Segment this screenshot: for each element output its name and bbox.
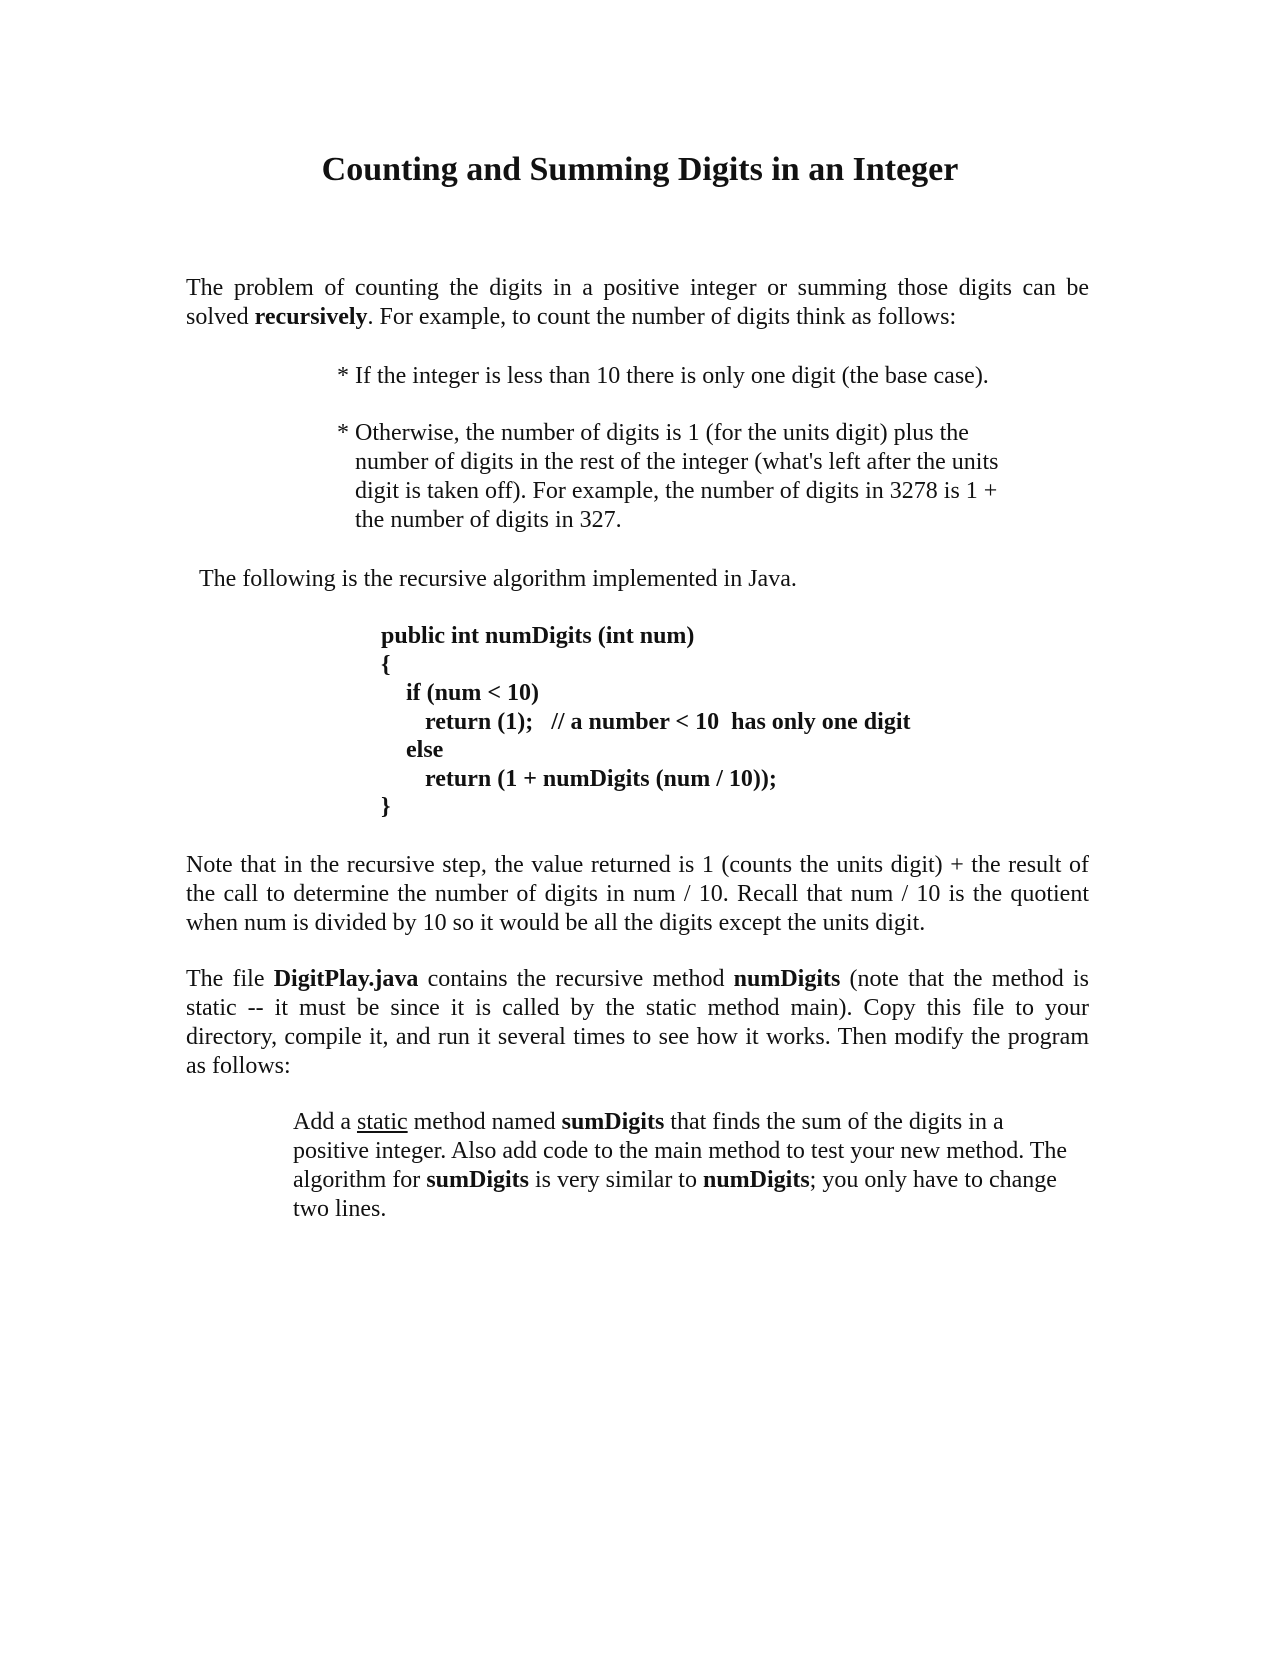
code-line: if (num < 10): [406, 680, 540, 706]
note-paragraph: Note that in the recursive step, the value returned is 1 (counts the units digit) + the result of the call to determine the number of digits in num / 10. Recall that num / 10 is the quotient when num is divided by 10 so it would be all the digits except the units digit.: [186, 852, 1089, 936]
file-text-2: contains the recursive method: [418, 966, 734, 992]
code-line: public int numDigits (int num): [381, 623, 695, 649]
code-block: [381, 622, 1081, 822]
task-text-3: that finds the sum of the digits in a positive integer. Also add code to the main method to test your new method. The algorithm for: [293, 1109, 1068, 1193]
file-name: DigitPlay.java: [273, 966, 419, 992]
code-line: return (1); // a number < 10 has only one digit: [425, 708, 911, 735]
task-bold-sumdigits-2: sumDigits: [426, 1167, 529, 1193]
file-text-1: The file: [186, 966, 274, 992]
page-title: Counting and Summing Digits in an Integer: [321, 151, 959, 188]
file-paragraph: [186, 965, 1089, 1081]
following-text: The following is the recursive algorithm implemented in Java.: [199, 566, 797, 592]
task-bold-sumdigits: sumDigits: [561, 1109, 665, 1135]
file-text-3: (note that the method is static -- it must be since it is called by the static method main). Copy this file to your directory, compile it, and run it several times to see how it works. Then modify the program as follows:: [186, 966, 1089, 1079]
method-name: numDigits: [733, 966, 841, 992]
code-line: else: [406, 737, 444, 763]
bullet-recursive-case: [337, 419, 1020, 535]
task-bold-numdigits: numDigits: [702, 1167, 810, 1193]
task-text-5: ; you only have to change two lines.: [293, 1167, 1057, 1222]
bullet-star: *: [337, 363, 349, 389]
code-line: }: [381, 794, 391, 820]
bullet-text: Otherwise, the number of digits is 1 (for the units digit) plus the number of digits in the rest of the integer (what's left after the units digit is taken off). For example, the number of digits in 3278 is 1 + the number of digits in 327.: [355, 420, 999, 533]
code-line: return (1 + numDigits (num / 10));: [425, 765, 777, 792]
intro-text-1: The problem of counting the digits in a positive integer or summing those digits can be solved: [186, 275, 1089, 330]
intro-paragraph: [186, 274, 1089, 332]
task-text-4: is very similar to: [529, 1167, 703, 1193]
bullet-text: If the integer is less than 10 there is only one digit (the base case).: [355, 363, 989, 389]
bullet-base-case: [337, 362, 1035, 391]
task-paragraph: [293, 1108, 1073, 1224]
task-text-2: method named: [407, 1109, 562, 1135]
task-text-1: Add a: [293, 1109, 357, 1135]
task-underline-static: static: [356, 1109, 408, 1135]
intro-bold-recursively: recursively: [254, 304, 368, 330]
code-line: {: [381, 651, 391, 678]
intro-text-2: . For example, to count the number of digits think as follows:: [367, 304, 957, 330]
bullet-star: *: [337, 420, 349, 446]
